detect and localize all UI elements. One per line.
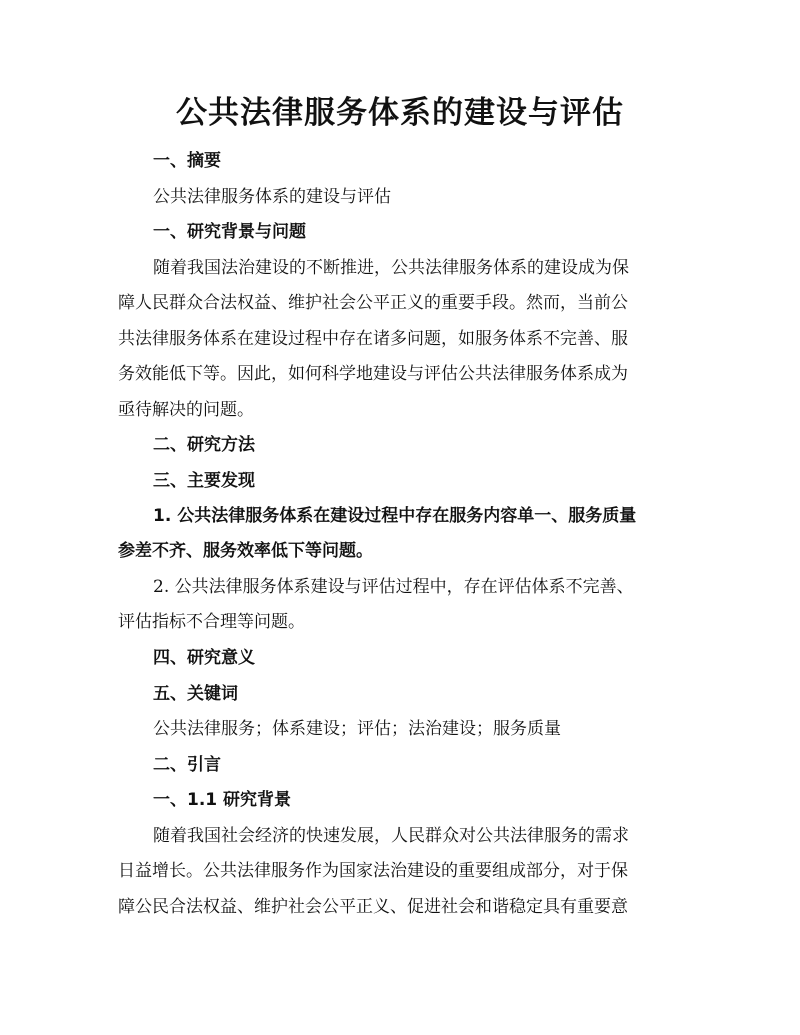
keywords-text: 公共法律服务；体系建设；评估；法治建设；服务质量 <box>153 719 561 739</box>
paragraph-line: 日益增长。公共法律服务作为国家法治建设的重要组成部分，对于保 <box>118 861 628 882</box>
heading-introduction: 二、引言 <box>153 755 221 775</box>
paragraph-line: 评估指标不合理等问题。 <box>118 612 305 633</box>
background-paragraph <box>118 251 678 428</box>
paragraph-line: 2. 公共法律服务体系建设与评估过程中，存在评估体系不完善、 <box>153 577 634 597</box>
finding-1 <box>118 499 678 570</box>
heading-keywords: 五、关键词 <box>153 684 238 704</box>
paragraph-line: 随着我国社会经济的快速发展，人民群众对公共法律服务的需求 <box>153 826 629 846</box>
intro-paragraph <box>118 819 678 925</box>
paragraph-line: 障公民合法权益、维护社会公平正义、促进社会和谐稳定具有重要意 <box>118 896 628 917</box>
abstract-text: 公共法律服务体系的建设与评估 <box>153 187 391 207</box>
finding-2 <box>118 570 678 641</box>
paragraph-line: 参差不齐、服务效率低下等问题。 <box>118 541 373 562</box>
heading-background: 一、研究背景与问题 <box>153 222 306 242</box>
heading-methods: 二、研究方法 <box>153 435 255 455</box>
paragraph-line: 障人民群众合法权益、维护社会公平正义的重要手段。然而，当前公 <box>118 293 628 314</box>
heading-findings: 三、主要发现 <box>153 471 255 491</box>
heading-intro-background: 一、1.1 研究背景 <box>153 790 292 810</box>
paragraph-line: 随着我国法治建设的不断推进，公共法律服务体系的建设成为保 <box>153 258 629 278</box>
heading-abstract: 一、摘要 <box>153 151 221 171</box>
paragraph-line: 亟待解决的问题。 <box>118 399 254 420</box>
heading-significance: 四、研究意义 <box>153 648 255 668</box>
paragraph-line: 共法律服务体系在建设过程中存在诸多问题，如服务体系不完善、服 <box>118 328 628 349</box>
document-title: 公共法律服务体系的建设与评估 <box>176 95 624 131</box>
paragraph-line: 1. 公共法律服务体系在建设过程中存在服务内容单一、服务质量 <box>153 506 637 526</box>
paragraph-line: 务效能低下等。因此，如何科学地建设与评估公共法律服务体系成为 <box>118 364 628 385</box>
